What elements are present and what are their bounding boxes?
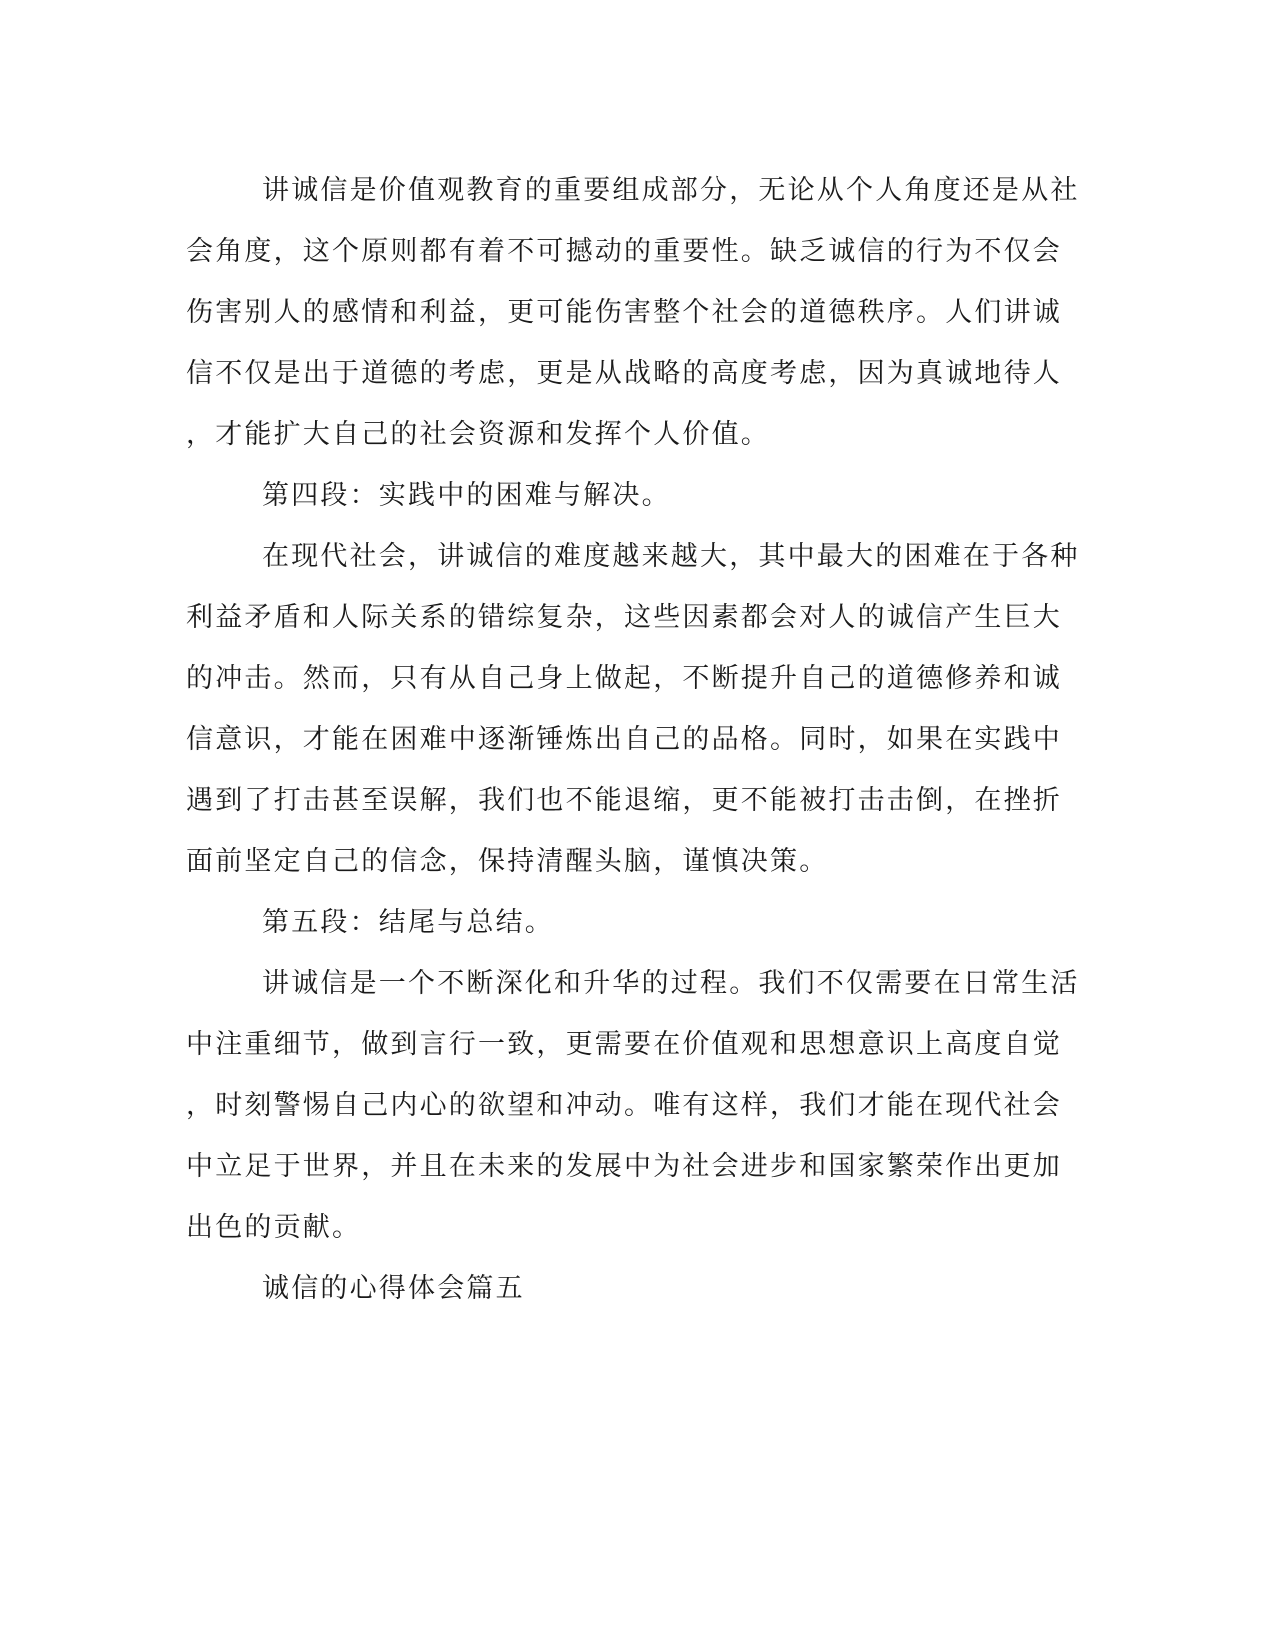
paragraph-line: 讲诚信是一个不断深化和升华的过程。我们不仅需要在日常生活 xyxy=(262,968,1080,999)
paragraph-line: 面前坚定自己的信念，保持清醒头脑，谨慎决策。 xyxy=(186,846,829,877)
paragraph-line: ，才能扩大自己的社会资源和发挥个人价值。 xyxy=(186,419,770,450)
paragraph-line: 讲诚信是价值观教育的重要组成部分，无论从个人角度还是从社 xyxy=(262,175,1080,206)
paragraph-line: 的冲击。然而，只有从自己身上做起，不断提升自己的道德修养和诚 xyxy=(186,663,1062,694)
section-heading: 第四段：实践中的困难与解决。 xyxy=(262,480,671,511)
paragraph-line: 利益矛盾和人际关系的错综复杂，这些因素都会对人的诚信产生巨大 xyxy=(186,602,1062,633)
section-heading: 第五段：结尾与总结。 xyxy=(262,907,554,938)
paragraph-line: 出色的贡献。 xyxy=(186,1212,362,1243)
paragraph-line: 伤害别人的感情和利益，更可能伤害整个社会的道德秩序。人们讲诚 xyxy=(186,297,1062,328)
paragraph-line: ，时刻警惕自己内心的欲望和冲动。唯有这样，我们才能在现代社会 xyxy=(186,1090,1062,1121)
paragraph-line: 信意识，才能在困难中逐渐锤炼出自己的品格。同时，如果在实践中 xyxy=(186,724,1062,755)
paragraph-line: 信不仅是出于道德的考虑，更是从战略的高度考虑，因为真诚地待人 xyxy=(186,358,1062,389)
paragraph-line: 中立足于世界，并且在未来的发展中为社会进步和国家繁荣作出更加 xyxy=(186,1151,1062,1182)
section-heading: 诚信的心得体会篇五 xyxy=(262,1273,525,1304)
paragraph-line: 在现代社会，讲诚信的难度越来越大，其中最大的困难在于各种 xyxy=(262,541,1080,572)
paragraph-line: 会角度，这个原则都有着不可撼动的重要性。缺乏诚信的行为不仅会 xyxy=(186,236,1062,267)
paragraph-line: 遇到了打击甚至误解，我们也不能退缩，更不能被打击击倒，在挫折 xyxy=(186,785,1062,816)
document-body xyxy=(186,160,1080,1319)
paragraph-line: 中注重细节，做到言行一致，更需要在价值观和思想意识上高度自觉 xyxy=(186,1029,1062,1060)
